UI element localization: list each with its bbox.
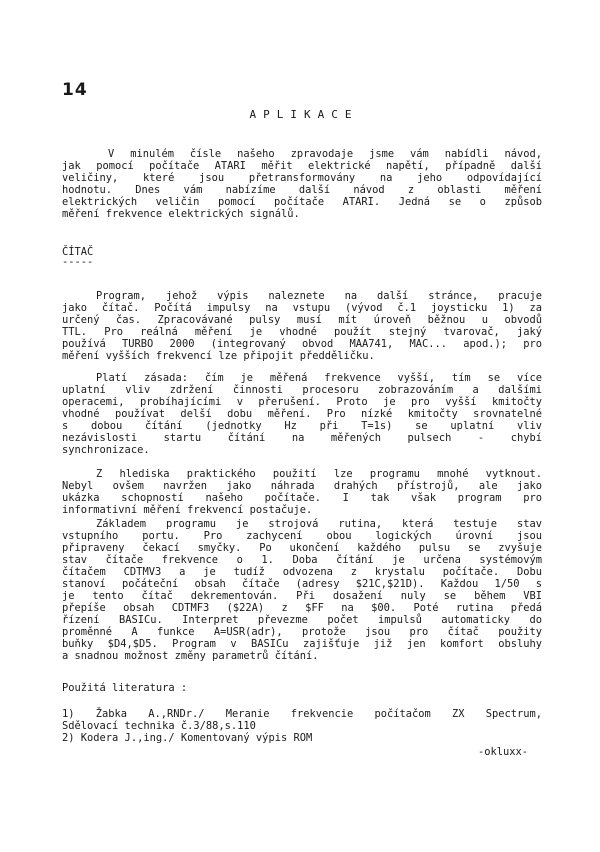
intro-line: jak pomocí počítače ATARI měřit elektrické napětí, případně další <box>62 160 542 172</box>
body-line: měření vyšších frekvencí lze připojit předděličku. <box>62 350 375 362</box>
body-line: vstupního portu. Pro zachycení obou logických úrovní jsou <box>62 530 542 542</box>
body-line: Platí zásada: čím je měřená frekvence vyšší, tím se více <box>96 372 542 384</box>
body-line: s dobou čítání (jednotky Hz při T=1s) se uplatní vliv <box>62 420 542 432</box>
body-line: vhodné používat delší dobu měření. Pro nízké kmitočty srovnatelné <box>62 408 542 420</box>
author-signature: -okluxx- <box>477 746 528 758</box>
body-line: Základem programu je strojová rutina, která testuje stav <box>96 518 542 530</box>
body-line: proměnné A funkce A=USR(adr), protože jsou pro čítač použity <box>62 626 542 638</box>
body-line: připraveny čekací smyčky. Po ukončení každého pulsu se zvyšuje <box>62 542 542 554</box>
intro-line: hodnotu. Dnes vám nabízíme další návod z oblasti měření <box>62 184 542 196</box>
body-line: synchronizace. <box>62 444 150 456</box>
literature-item: Sdělovací technika č.3/88,s.110 <box>62 720 256 732</box>
literature-heading: Použitá literatura : <box>62 682 188 694</box>
body-line: Program, jehož výpis naleznete na další stránce, pracuje <box>96 290 542 302</box>
page-title: APLIKACE <box>249 108 359 121</box>
body-line: nezávislosti startu čítání na měřených pulsech - chybí <box>62 432 542 444</box>
body-line: buňky $D4,$D5. Program v BASICu zajišťuje již jen komfort obsluhy <box>62 638 542 650</box>
body-line: určený čas. Zpracovávané pulsy musí mít úroveň běžnou u obvodů <box>62 314 542 326</box>
body-line: operacemi, probíhajícími v přerušení. Proto je pro vyšší kmitočty <box>62 396 542 408</box>
body-line: Nebyl ovšem navržen jako náhrada drahých přístrojů, ale jako <box>62 480 542 492</box>
body-line: jako čítač. Počítá impulsy na vstupu (vývod č.1 joysticku 1) za <box>62 302 542 314</box>
body-line: je tento čítač dekrementován. Při dosažení nuly se během VBI <box>62 590 542 602</box>
body-line: a snadnou možnost změny parametrů čítání. <box>62 650 319 662</box>
literature-item: 2) Kodera J.,ing./ Komentovaný výpis ROM <box>62 732 313 744</box>
body-line: informativní měření frekvencí postačuje. <box>62 504 313 516</box>
intro-line: V minulém čísle našeho zpravodaje jsme vám nabídli návod, <box>108 148 542 160</box>
intro-line: veličiny, které jsou přetransformovány na jeho odpovídající <box>62 172 542 184</box>
body-line: stanoví počáteční obsah čítače (adresy $21C,$21D). Každou 1/50 s <box>62 578 542 590</box>
literature-item: 1) Žabka A.,RNDr./ Meranie frekvencie počítačom ZX Spectrum, <box>62 708 542 720</box>
intro-line: měření frekvence elektrických signálů. <box>62 208 300 220</box>
section-underline: ----- <box>62 256 94 268</box>
page-number: 14 <box>62 80 88 100</box>
section-heading: ČÍTAČ <box>62 246 94 258</box>
body-line: uplatní vliv zdržení činnosti procesoru zobrazováním a dalšími <box>62 384 542 396</box>
body-line: řízení BASICu. Interpret převezme počet impulsů automaticky do <box>62 614 542 626</box>
body-line: ukázka schopností našeho počítače. I tak však program pro <box>62 492 542 504</box>
body-line: čítačem CDTMV3 a je tudíž odvozena z krystalu počítače. Dobu <box>62 566 542 578</box>
body-line: stav čítače frekvence o 1. Doba čítání je určena systémovým <box>62 554 542 566</box>
body-line: používá TURBO 2000 (integrovaný obvod MAA741, MAC... apod.); pro <box>62 338 542 350</box>
intro-line: elektrických veličin pomocí počítače ATARI. Jedná se o způsob <box>62 196 542 208</box>
body-line: Z hlediska praktického použití lze programu mnohé vytknout. <box>96 468 542 480</box>
body-line: přepíše obsah CDTMF3 ($22A) z $FF na $00. Poté rutina předá <box>62 602 542 614</box>
body-line: TTL. Pro reálná měření je vhodné použít stejný tvarovač, jaký <box>62 326 542 338</box>
